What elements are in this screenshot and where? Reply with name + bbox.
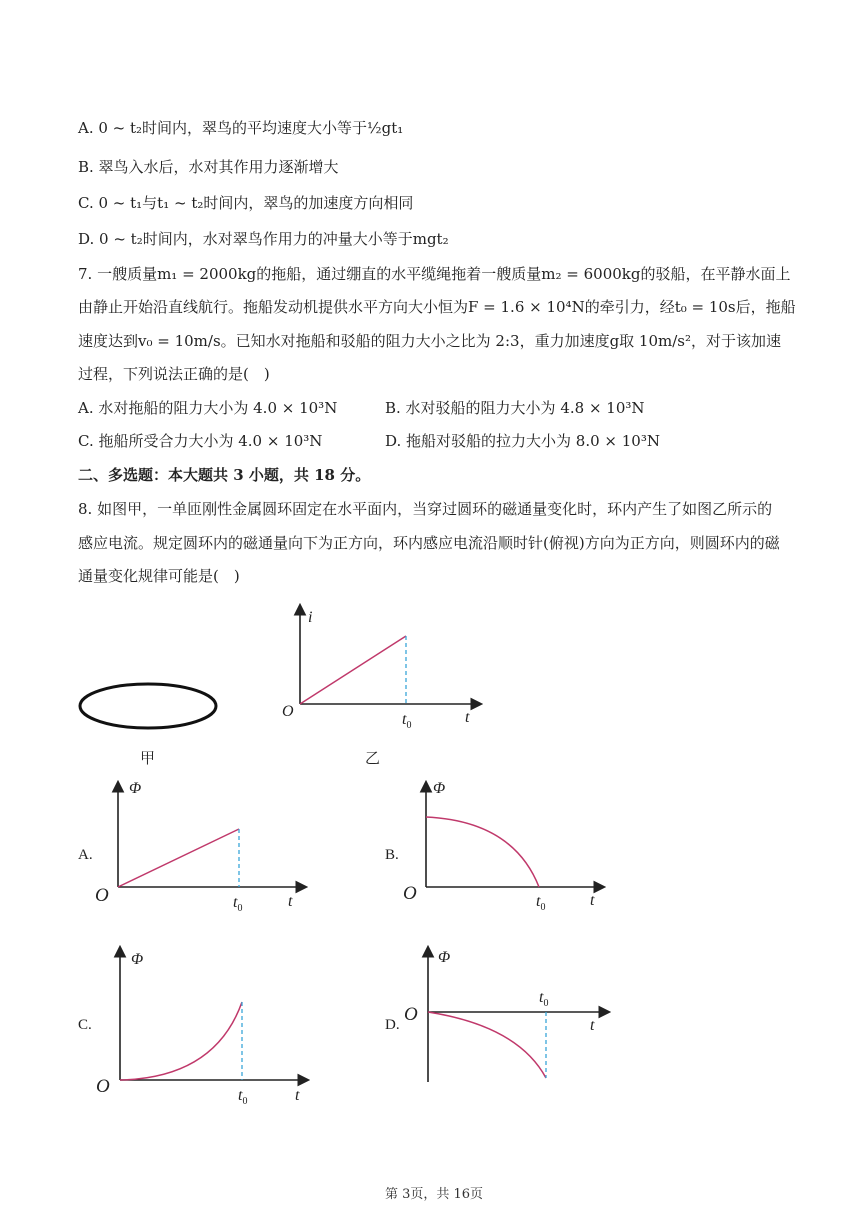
figure-jia-label: 甲	[140, 751, 156, 767]
yi-t-label: t	[465, 709, 470, 726]
graph-a	[95, 775, 315, 915]
graph-b-t-label: t	[590, 892, 595, 909]
q7-option-a: A. 水对拖船的阻力大小为 4.0 × 10³N	[78, 399, 338, 417]
graph-d-label: D.	[385, 1017, 400, 1033]
graph-d-origin-label: O	[404, 1004, 418, 1025]
graph-d-t0-label: $t_0$	[539, 989, 549, 1009]
graph-c-origin-label: O	[96, 1076, 110, 1097]
graph-d-curve	[428, 1012, 546, 1078]
graph-b-phi-label: Φ	[433, 780, 446, 797]
graph-a-phi-label: Φ	[129, 780, 142, 797]
figure-jia-ring	[78, 680, 220, 732]
section-heading: 二、多选题：本大题共 3 小题，共 18 分。	[78, 466, 371, 484]
graph-a-label: A.	[78, 847, 93, 863]
yi-t0-label: $t_0$	[402, 711, 412, 731]
graph-a-origin-label: O	[95, 885, 109, 906]
graph-c-t-label: t	[295, 1087, 300, 1104]
graph-c-label: C.	[78, 1017, 92, 1033]
yi-origin-label: O	[282, 703, 294, 720]
q7-option-b: B. 水对驳船的阻力大小为 4.8 × 10³N	[385, 399, 645, 417]
q6-option-d: D. 0 ~ t₂时间内，水对翠鸟作用力的冲量大小等于mgt₂	[78, 230, 449, 248]
q8-text-line2: 感应电流。规定圆环内的磁通量向下为正方向，环内感应电流沿顺时针(俯视)方向为正方向，则圆环内的磁	[78, 534, 780, 552]
graph-b-origin-label: O	[403, 883, 417, 904]
graph-c-t0-label: $t_0$	[238, 1087, 248, 1107]
q7-option-c: C. 拖船所受合力大小为 4.0 × 10³N	[78, 432, 323, 450]
figure-yi-label: 乙	[365, 751, 381, 767]
q7-option-d: D. 拖船对驳船的拉力大小为 8.0 × 10³N	[385, 432, 660, 450]
graph-b-t0-label: $t_0$	[536, 893, 546, 913]
q6-option-c: C. 0 ~ t₁与t₁ ~ t₂时间内，翠鸟的加速度方向相同	[78, 194, 414, 212]
yi-current-line	[300, 636, 406, 704]
q6-option-a: A. 0 ~ t₂时间内，翠鸟的平均速度大小等于½gt₁	[78, 119, 404, 137]
q6-option-b: B. 翠鸟入水后，水对其作用力逐渐增大	[78, 158, 339, 176]
q8-text-line3: 通量变化规律可能是( )	[78, 567, 240, 585]
graph-d-t-label: t	[590, 1017, 595, 1034]
graph-c-curve	[120, 1002, 242, 1080]
graph-d	[400, 942, 615, 1092]
graph-a-t-label: t	[288, 893, 293, 910]
graph-b-curve	[426, 817, 539, 887]
graph-a-curve	[118, 829, 239, 887]
graph-c-phi-label: Φ	[131, 951, 144, 968]
graph-a-t0-label: $t_0$	[233, 894, 243, 914]
figure-yi-graph	[280, 600, 490, 735]
q7-text-line4: 过程，下列说法正确的是( )	[78, 365, 270, 383]
q7-text-line3: 速度达到v₀ = 10m/s。已知水对拖船和驳船的阻力大小之比为 2:3，重力加速度g取 10m/s²，对于该加速	[78, 332, 782, 350]
q7-text-line1: 7. 一艘质量m₁ = 2000kg的拖船，通过绷直的水平缆绳拖着一艘质量m₂ = 6000kg的驳船，在平静水面上	[78, 265, 791, 283]
graph-d-phi-label: Φ	[438, 949, 451, 966]
yi-i-label: i	[308, 609, 313, 626]
graph-b-label: B.	[385, 847, 399, 863]
graph-b	[403, 775, 613, 915]
q8-text-line1: 8. 如图甲，一单匝刚性金属圆环固定在水平面内，当穿过圆环的磁通量变化时，环内产生了如图乙所示的	[78, 500, 773, 518]
q7-text-line2: 由静止开始沿直线航行。拖船发动机提供水平方向大小恒为F = 1.6 × 10⁴N的牵引力，经t₀ = 10s后，拖船	[78, 298, 796, 316]
graph-c	[95, 940, 315, 1105]
page-footer: 第 3页，共 16页	[384, 1187, 484, 1202]
